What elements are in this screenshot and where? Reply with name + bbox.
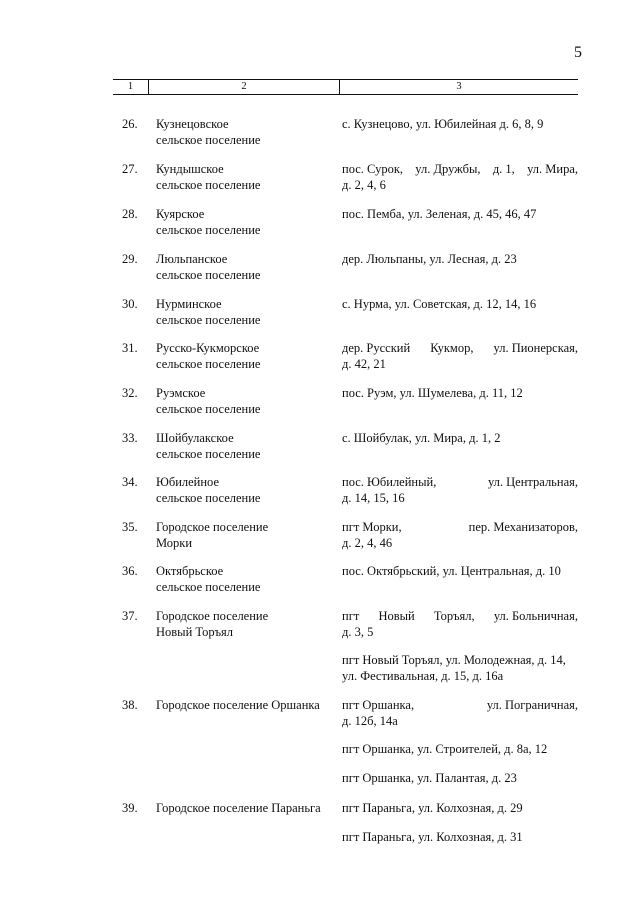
settlement-name bbox=[156, 430, 336, 462]
settlement-name-line: Городское поселение Оршанка bbox=[156, 698, 320, 712]
polling-address bbox=[342, 608, 578, 640]
polling-addresses bbox=[342, 161, 578, 193]
settlement-name bbox=[156, 474, 336, 506]
polling-addresses bbox=[342, 340, 578, 372]
address-line: пгт Параньга, ул. Колхозная, д. 29 bbox=[342, 801, 523, 815]
settlement-name-line: Морки bbox=[156, 536, 193, 550]
polling-addresses bbox=[342, 206, 578, 222]
address-word: Кукмор, bbox=[430, 341, 474, 355]
polling-address bbox=[342, 474, 578, 506]
address-word: пгт bbox=[342, 609, 360, 623]
polling-addresses bbox=[342, 430, 578, 446]
address-line: пос. Руэм, ул. Шумелева, д. 11, 12 bbox=[342, 386, 523, 400]
polling-address bbox=[342, 206, 578, 222]
address-line: д. 2, 4, 46 bbox=[342, 536, 393, 550]
address-line bbox=[342, 697, 578, 713]
polling-address bbox=[342, 563, 578, 579]
address-line: пгт Новый Торъял, ул. Молодежная, д. 14, bbox=[342, 653, 566, 667]
polling-addresses bbox=[342, 251, 578, 267]
address-line: с. Шойбулак, ул. Мира, д. 1, 2 bbox=[342, 431, 501, 445]
settlement-name-line: Шойбулакское bbox=[156, 431, 234, 445]
address-line: д. 3, 5 bbox=[342, 625, 374, 639]
settlement-name bbox=[156, 608, 336, 640]
settlement-name-line: Нурминское bbox=[156, 297, 222, 311]
address-line: пос. Октябрьский, ул. Центральная, д. 10 bbox=[342, 564, 561, 578]
polling-addresses bbox=[342, 800, 578, 844]
address-line: пгт Оршанка, ул. Палантая, д. 23 bbox=[342, 771, 517, 785]
settlement-name-line: сельское поселение bbox=[156, 223, 261, 237]
address-line: д. 14, 15, 16 bbox=[342, 491, 405, 505]
address-word: ул. Пионерская, bbox=[493, 341, 578, 355]
polling-address bbox=[342, 770, 578, 786]
address-line bbox=[342, 474, 578, 490]
row-number: 29. bbox=[122, 252, 138, 266]
settlement-name bbox=[156, 296, 336, 328]
settlement-name bbox=[156, 519, 336, 551]
settlement-name-line: сельское поселение bbox=[156, 447, 261, 461]
row-number: 35. bbox=[122, 520, 138, 534]
settlement-name bbox=[156, 251, 336, 283]
address-word: дер. Русский bbox=[342, 341, 411, 355]
settlement-name bbox=[156, 697, 336, 713]
row-number: 34. bbox=[122, 475, 138, 489]
row-number: 33. bbox=[122, 431, 138, 445]
row-number: 26. bbox=[122, 117, 138, 131]
settlement-name-line: сельское поселение bbox=[156, 580, 261, 594]
polling-address bbox=[342, 340, 578, 372]
polling-address bbox=[342, 251, 578, 267]
settlement-name-line: сельское поселение bbox=[156, 402, 261, 416]
settlement-name-line: сельское поселение bbox=[156, 178, 261, 192]
settlement-name-line: Октябрьское bbox=[156, 564, 224, 578]
polling-addresses bbox=[342, 563, 578, 579]
settlement-name-line: Городское поселение bbox=[156, 609, 269, 623]
address-word: ул. Мира, bbox=[527, 162, 578, 176]
settlement-name-line: Куярское bbox=[156, 207, 205, 221]
address-word: пгт Оршанка, bbox=[342, 698, 415, 712]
row-number: 32. bbox=[122, 386, 138, 400]
row-number: 39. bbox=[122, 801, 138, 815]
address-word: пер. Механизаторов, bbox=[468, 520, 578, 534]
row-number: 27. bbox=[122, 162, 138, 176]
header-col-3: 3 bbox=[456, 81, 462, 92]
header-col-1: 1 bbox=[113, 80, 149, 94]
settlement-name-line: сельское поселение bbox=[156, 133, 261, 147]
settlement-name bbox=[156, 161, 336, 193]
address-line: с. Нурма, ул. Советская, д. 12, 14, 16 bbox=[342, 297, 537, 311]
settlement-name-line: Кундышское bbox=[156, 162, 224, 176]
polling-addresses bbox=[342, 608, 578, 683]
settlement-name bbox=[156, 116, 336, 148]
settlement-name-line: Кузнецовское bbox=[156, 117, 229, 131]
settlement-name bbox=[156, 340, 336, 372]
address-word: ул. Пограничная, bbox=[486, 698, 578, 712]
address-word: ул. Дружбы, bbox=[415, 162, 481, 176]
row-number: 31. bbox=[122, 341, 138, 355]
address-line bbox=[342, 519, 578, 535]
polling-address bbox=[342, 652, 578, 684]
address-line: пос. Пемба, ул. Зеленая, д. 45, 46, 47 bbox=[342, 207, 537, 221]
settlement-name-line: Русско-Кукморское bbox=[156, 341, 260, 355]
address-word: пгт Морки, bbox=[342, 520, 402, 534]
address-line: д. 2, 4, 6 bbox=[342, 178, 386, 192]
address-line: ул. Фестивальная, д. 15, д. 16а bbox=[342, 669, 504, 683]
page-number: 5 bbox=[574, 44, 582, 61]
polling-addresses bbox=[342, 474, 578, 506]
address-word: пос. Сурок, bbox=[342, 162, 404, 176]
address-line: д. 42, 21 bbox=[342, 357, 386, 371]
address-line: д. 12б, 14а bbox=[342, 714, 398, 728]
settlement-name-line: Люльпанское bbox=[156, 252, 228, 266]
settlement-name bbox=[156, 800, 336, 816]
polling-address bbox=[342, 430, 578, 446]
settlement-name-line: сельское поселение bbox=[156, 357, 261, 371]
address-line bbox=[342, 340, 578, 356]
settlement-name-line: Городское поселение Параньга bbox=[156, 801, 321, 815]
row-number: 28. bbox=[122, 207, 138, 221]
settlement-name bbox=[156, 385, 336, 417]
polling-address bbox=[342, 800, 578, 816]
address-word: д. 1, bbox=[492, 162, 515, 176]
settlement-name-line: сельское поселение bbox=[156, 268, 261, 282]
address-line: с. Кузнецово, ул. Юбилейная д. 6, 8, 9 bbox=[342, 117, 544, 131]
row-number: 36. bbox=[122, 564, 138, 578]
polling-address bbox=[342, 697, 578, 729]
address-line: пгт Параньга, ул. Колхозная, д. 31 bbox=[342, 830, 523, 844]
address-word: Торъял, bbox=[433, 609, 475, 623]
settlement-name-line: Городское поселение bbox=[156, 520, 269, 534]
polling-address bbox=[342, 519, 578, 551]
polling-address bbox=[342, 116, 578, 132]
address-word: ул. Больничная, bbox=[493, 609, 578, 623]
address-word: Новый bbox=[378, 609, 415, 623]
address-line: дер. Люльпаны, ул. Лесная, д. 23 bbox=[342, 252, 517, 266]
settlement-name-line: сельское поселение bbox=[156, 491, 261, 505]
settlement-name bbox=[156, 206, 336, 238]
polling-addresses bbox=[342, 385, 578, 401]
settlement-name bbox=[156, 563, 336, 595]
settlement-name-line: сельское поселение bbox=[156, 313, 261, 327]
row-number: 38. bbox=[122, 698, 138, 712]
settlement-name-line: Руэмское bbox=[156, 386, 206, 400]
settlement-name-line: Новый Торъял bbox=[156, 625, 234, 639]
address-line: пгт Оршанка, ул. Строителей, д. 8а, 12 bbox=[342, 742, 548, 756]
polling-address bbox=[342, 161, 578, 193]
address-word: ул. Центральная, bbox=[487, 475, 578, 489]
row-number: 37. bbox=[122, 609, 138, 623]
settlement-name-line: Юбилейное bbox=[156, 475, 220, 489]
address-line bbox=[342, 161, 578, 177]
polling-address bbox=[342, 296, 578, 312]
polling-address bbox=[342, 741, 578, 757]
polling-address bbox=[342, 385, 578, 401]
header-col-2: 2 bbox=[149, 80, 340, 94]
address-word: пос. Юбилейный, bbox=[342, 475, 437, 489]
polling-addresses bbox=[342, 116, 578, 132]
row-number: 30. bbox=[122, 297, 138, 311]
address-line bbox=[342, 608, 578, 624]
polling-addresses bbox=[342, 697, 578, 785]
polling-address bbox=[342, 829, 578, 845]
polling-addresses bbox=[342, 519, 578, 551]
polling-addresses bbox=[342, 296, 578, 312]
